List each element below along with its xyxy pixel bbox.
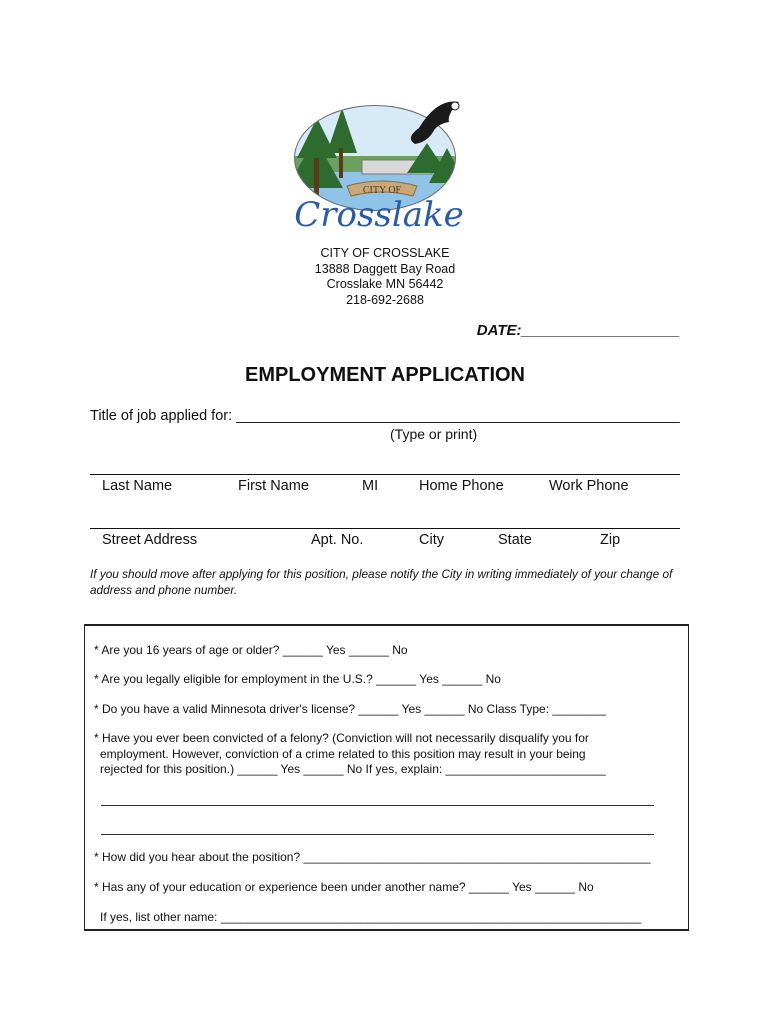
city-state-zip: Crosslake MN 56442: [326, 277, 444, 291]
street-address: 13888 Daggett Bay Road: [314, 261, 456, 276]
page-title: EMPLOYMENT APPLICATION: [245, 364, 525, 386]
job-title-field[interactable]: Title of job applied for: _______________________________________________________: [90, 408, 680, 424]
city-logo: [287, 98, 477, 236]
question-eligibility[interactable]: * Are you legally eligible for employment in the U.S.? ______ Yes ______ No: [94, 672, 501, 686]
zip-label: Zip: [600, 532, 621, 548]
mi-label: MI: [362, 478, 379, 494]
state-label: State: [498, 532, 532, 548]
phone-number: 218-692-2688: [346, 292, 424, 307]
last-name-label: Last Name: [102, 478, 173, 494]
question-license[interactable]: * Do you have a valid Minnesota driver's license? ______ Yes ______ No Class Type: ________: [94, 702, 606, 716]
felony-line-1: * Have you ever been convicted of a felony? (Conviction will not necessarily disqualify you for: [94, 731, 589, 745]
name-line[interactable]: [90, 474, 680, 475]
question-other-name[interactable]: * Has any of your education or experience been under another name? ______ Yes ______ No: [94, 880, 594, 894]
question-heard[interactable]: * How did you hear about the position? ____________________________________________________: [94, 850, 651, 864]
explain-line-2[interactable]: [101, 834, 654, 835]
question-age[interactable]: * Are you 16 years of age or older? ______ Yes ______ No: [94, 643, 408, 657]
address-block: [0, 246, 770, 308]
question-felony[interactable]: [94, 731, 634, 778]
felony-line-2: employment. However, conviction of a crime related to this position may result in your being: [100, 746, 586, 761]
apt-label: Apt. No.: [311, 532, 364, 548]
felony-line-3: rejected for this position.) ______ Yes ______ No If yes, explain: ________________________: [100, 762, 606, 776]
work-phone-label: Work Phone: [549, 478, 629, 494]
street-address-label: Street Address: [102, 532, 198, 548]
type-or-print-note: (Type or print): [390, 426, 478, 442]
city-label: City: [419, 532, 444, 548]
address-line[interactable]: [90, 528, 680, 529]
svg-text:Crosslake: Crosslake: [294, 195, 464, 235]
org-name: CITY OF CROSSLAKE: [320, 246, 450, 260]
svg-text:CITY OF: CITY OF: [362, 185, 402, 196]
other-name-field[interactable]: If yes, list other name: _______________________________________________________________: [100, 910, 642, 924]
move-notice: If you should move after applying for this position, please notify the City in writing immediately of your change of address and phone number.: [90, 567, 673, 597]
home-phone-label: Home Phone: [419, 478, 504, 494]
explain-line-1[interactable]: [101, 805, 654, 806]
first-name-label: First Name: [238, 478, 309, 494]
date-field[interactable]: DATE:___________________: [476, 322, 680, 339]
